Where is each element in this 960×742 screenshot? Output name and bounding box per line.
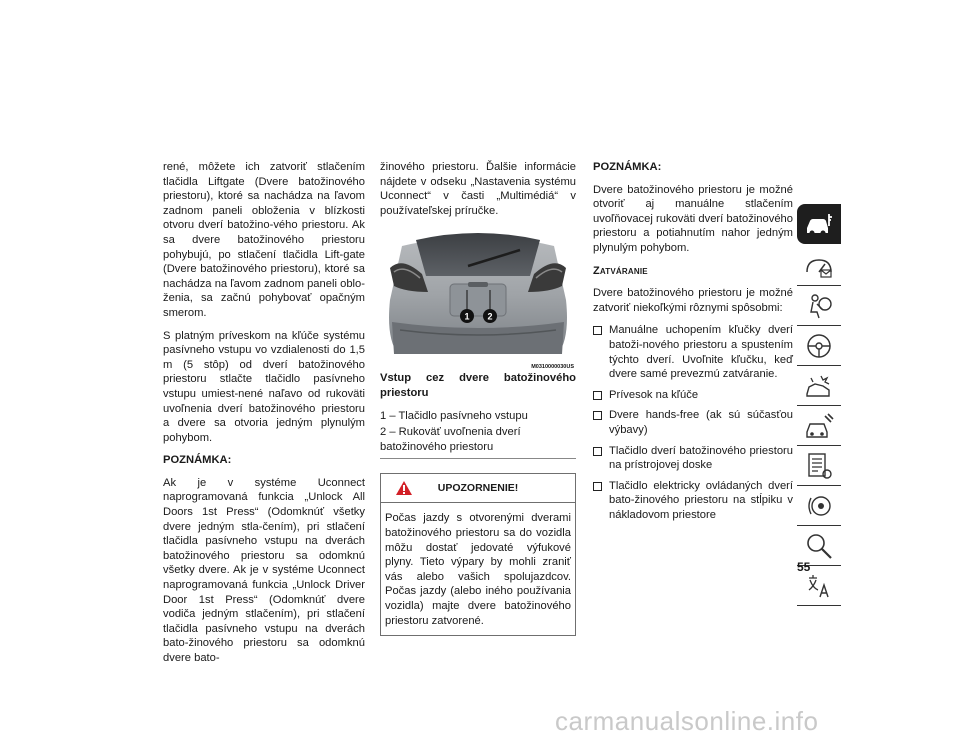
page-number: 55 [797,560,811,574]
note-uconnect-text: Ak je v systéme Uconnect naprogramovaná funkcia „Unlock All Doors 1st Press“ (Odomknúť všetky dvere jedným stla-čením), pri stlačení tlačidla pasívneho vstupu na dverách batožinového priestoru sa odomknú všetky dvere. Ak je v systéme Uconnect naprogramovaná funkcia „Unlock Driver Door 1st Press“ (Odomknúť dvere vodiča jedným stlačením), pri stlačení tlačidla pasívneho vstupu na dverách bato-žinového priestoru sa odomknú dvere bato- [163,476,365,664]
note-manual-open-text: Dvere batožinového priestoru je možné otvoriť aj manuálne stlačením uvoľňovacej rukoväti dverí batožinového priestoru a potiahnutím nahor jedným plynulým pohybom. [593,183,793,254]
checkbox-square-icon [593,391,602,400]
list-item: Dvere hands-free (ak sú súčasťou výbavy) [593,408,793,437]
checkbox-square-icon [593,326,602,335]
tab-specifications[interactable] [797,446,841,486]
figure-marker-1-label: 1 [464,311,470,322]
paragraph-passive-entry: S platným príveskom na kľúče systému pasívneho vstupu vo vzdialenosti do 1,5 m (5 stôp) od dverí batožinového priestoru stlačte tlačidlo pasívneho vstupu umiest-nené naľavo od rukoväti uvoľnenia dverí batožinového priestoru a dvere sa otvoria jedným plynulým pohybom. [163,329,365,444]
spec-list-icon [803,450,835,482]
warning-triangle-icon [395,480,413,496]
text-column-right [593,160,793,528]
closing-intro: Dvere batožinového priestoru je možné zatvoriť niekoľkými rôznymi spôsobmi: [593,287,793,314]
liftgate-illustration [380,226,576,371]
car-service-icon [803,410,835,442]
text-column-middle [380,160,576,636]
warning-title: UPOZORNENIE! [437,482,519,495]
note-heading: POZNÁMKA: [593,161,662,173]
checkbox-square-icon [593,482,602,491]
checkbox-square-icon [593,411,602,420]
chapter-tabs [797,204,841,606]
figure-marker-2-label: 2 [487,311,493,322]
car-key-icon [803,208,835,240]
text-column-left [163,160,365,666]
paragraph-liftgate-close: rené, môžete ich zatvoriť stlačením tlačidla Liftgate (Dvere batožinového priestoru), ktoré sa nachádza na ľavom zadnom paneli obloženia v blízkosti otvoru dverí batožino-vého priestoru. Ak sa dvere batožinového priestoru pohybujú, po stlačení tlačidla Lift-gate (Dvere batožinového priestoru), ktoré sa nachádza na ľavom zadnom paneli oblo-ženia, sa začnú pohybovať opačným smerom. [163,161,365,319]
legend-item-1: 1 – Tlačidlo pasívneho vstupu [380,409,528,422]
closing-methods-list [593,323,793,522]
warning-text: Počas jazdy s otvorenými dverami batožinového priestoru sa do vozidla môžu dostať jedovaté výfukové plyny. Tieto výpary by mohli zraniť vás alebo vašich spolujazdcov. Počas jazdy (alebo iného používania vozidla) majte dvere batožinového priestoru zatvorené. [385,512,571,627]
figure-code: M0310000030US [531,364,574,371]
liftgate-photo [380,226,576,371]
list-item: Manuálne uchopením kľučky dverí batoži-nového priestoru a spustením týchto dverí. Uvoľnite kľučku, keď dvere samé prevezmú zatváranie. [593,323,793,381]
tab-service[interactable] [797,406,841,446]
section-heading-closing: Zatváranie [593,264,648,277]
checkbox-square-icon [593,447,602,456]
figure-legend [380,409,576,455]
list-item: Prívesok na kľúče [593,388,793,403]
paragraph-more-info: žinového priestoru. Ďalšie informácie nájdete v odseku „Nastavenia systému Uconnect“ v časti „Multimédiá“ v používateľskej príručke. [380,161,576,217]
tab-car-key[interactable] [797,204,841,244]
tab-dashboard[interactable] [797,246,841,286]
warning-box [380,473,576,636]
divider [380,458,576,459]
warning-header [381,474,575,503]
note-heading: POZNÁMKA: [163,454,232,467]
steering-wheel-icon [803,330,835,362]
airbag-icon [803,290,835,322]
tab-emergency[interactable] [797,366,841,406]
tab-starting[interactable] [797,326,841,366]
list-item: Tlačidlo dverí batožinového priestoru na prístrojovej doske [593,444,793,473]
magnifier-icon [803,530,835,562]
language-icon [803,570,835,602]
car-crash-icon [803,370,835,402]
tab-safety[interactable] [797,286,841,326]
list-item: Tlačidlo elektricky ovládaných dverí bato-žinového priestoru na stĺpiku v nákladovom priestore [593,479,793,523]
multimedia-icon [803,490,835,522]
tab-multimedia[interactable] [797,486,841,526]
watermark: carmanualsonline.info [555,706,819,736]
figure-caption: Vstup cez dvere batožinového priestoru [380,372,576,399]
dashboard-message-icon [803,250,835,282]
legend-item-2: 2 – Rukoväť uvoľnenia dverí batožinového priestoru [380,426,521,453]
